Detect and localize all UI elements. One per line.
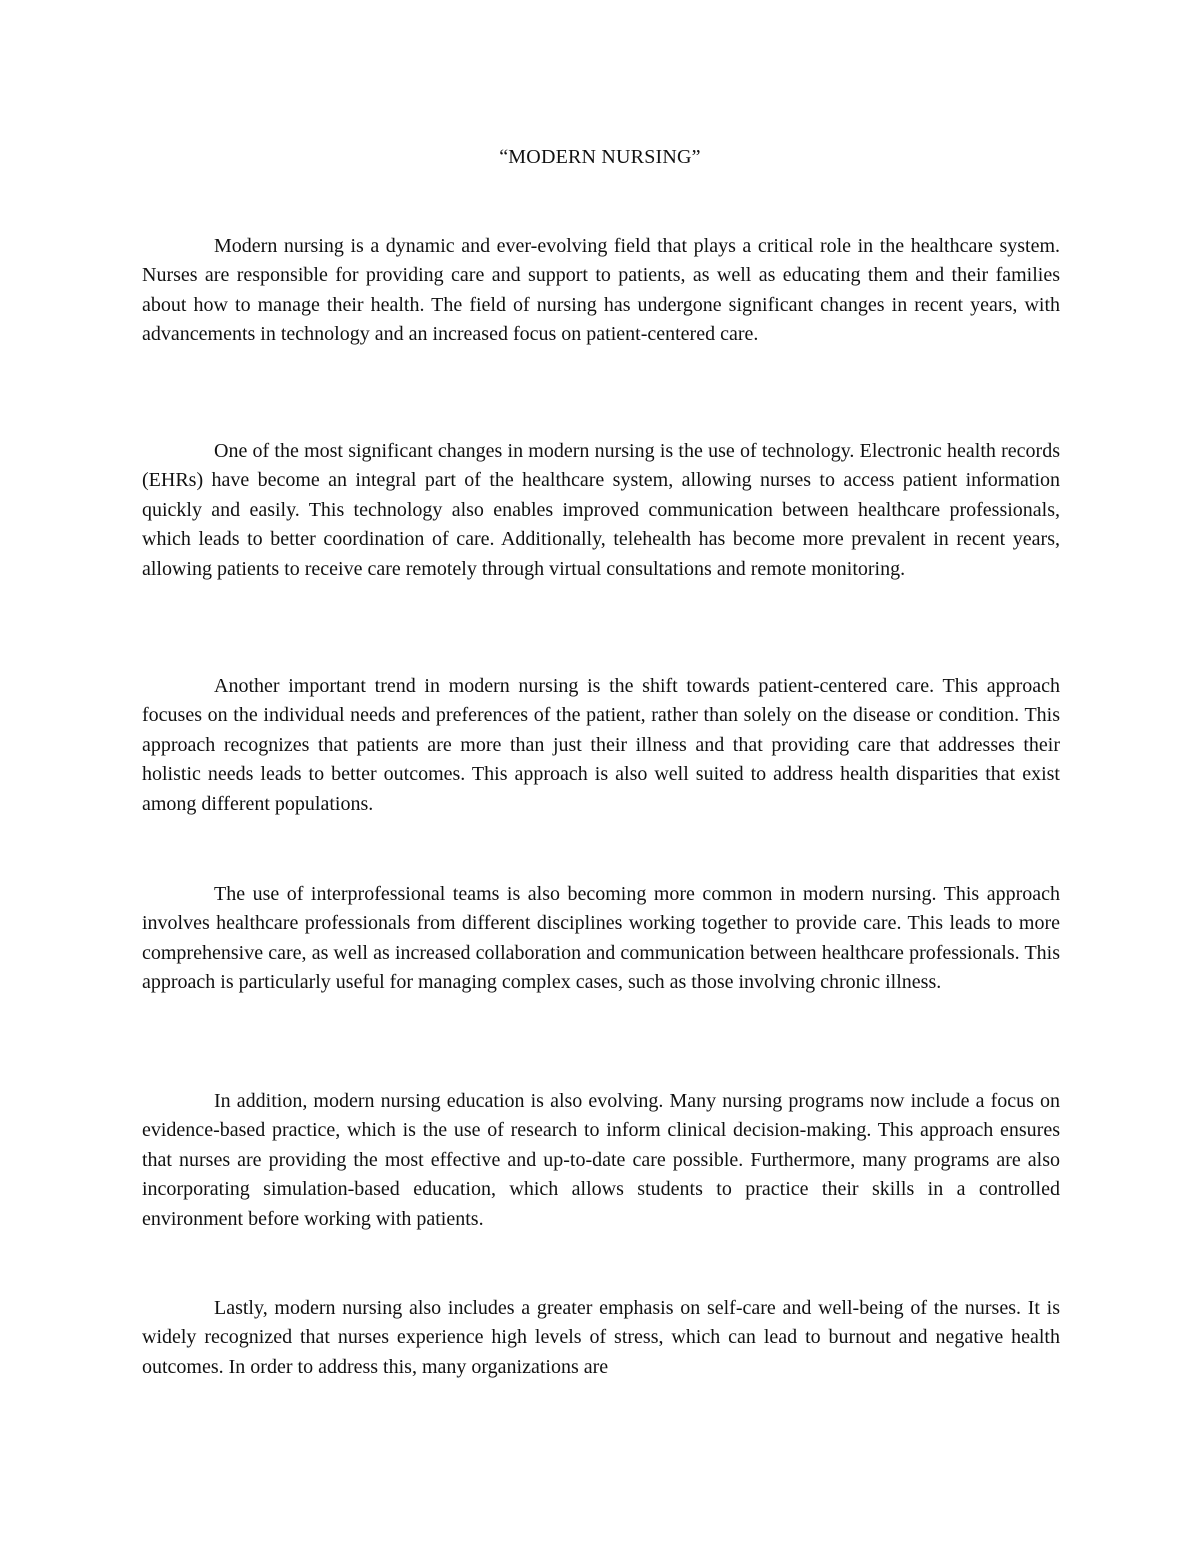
paragraph-self-care: Lastly, modern nursing also includes a greater emphasis on self-care and well-being of the nurses. It is widely recognized that nurses experience high levels of stress, which can lead to burnout and negative health outcomes. In order to address this, many organizations are [142,1297,1060,1378]
paragraph-introduction: Modern nursing is a dynamic and ever-evolving field that plays a critical role in the healthcare system. Nurses are responsible for providing care and support to patients, as well as educating them and their families about how to manage their health. The field of nursing has undergone significant changes in recent years, with advancements in technology and an increased focus on patient-centered care. [142,235,1060,346]
paragraph-interprofessional-teams: The use of interprofessional teams is also becoming more common in modern nursing. This approach involves healthcare professionals from different disciplines working together to provide care. This leads to more comprehensive care, as well as increased collaboration and communication between healthcare professionals. This approach is particularly useful for managing complex cases, such as those involving chronic illness. [142,883,1060,994]
paragraph-nursing-education: In addition, modern nursing education is also evolving. Many nursing programs now include a focus on evidence-based practice, which is the use of research to inform clinical decision-making. This approach ensures that nurses are providing the most effective and up-to-date care possible. Furthermore, many programs are also incorporating simulation-based education, which allows students to practice their skills in a controlled environment before working with patients. [142,1090,1060,1230]
document-title: “MODERN NURSING” [499,146,701,168]
paragraph-technology: One of the most significant changes in modern nursing is the use of technology. Electronic health records (EHRs) have become an integral part of the healthcare system, allowing nurses to access patient information quickly and easily. This technology also enables improved communication between healthcare professionals, which leads to better coordination of care. Additionally, telehealth has become more prevalent in recent years, allowing patients to receive care remotely through virtual consultations and remote monitoring. [142,440,1060,580]
paragraph-patient-centered-care: Another important trend in modern nursing is the shift towards patient-centered care. This approach focuses on the individual needs and preferences of the patient, rather than solely on the disease or condition. This approach recognizes that patients are more than just their illness and that providing care that addresses their holistic needs leads to better outcomes. This approach is also well suited to address health disparities that exist among different populations. [142,675,1060,815]
